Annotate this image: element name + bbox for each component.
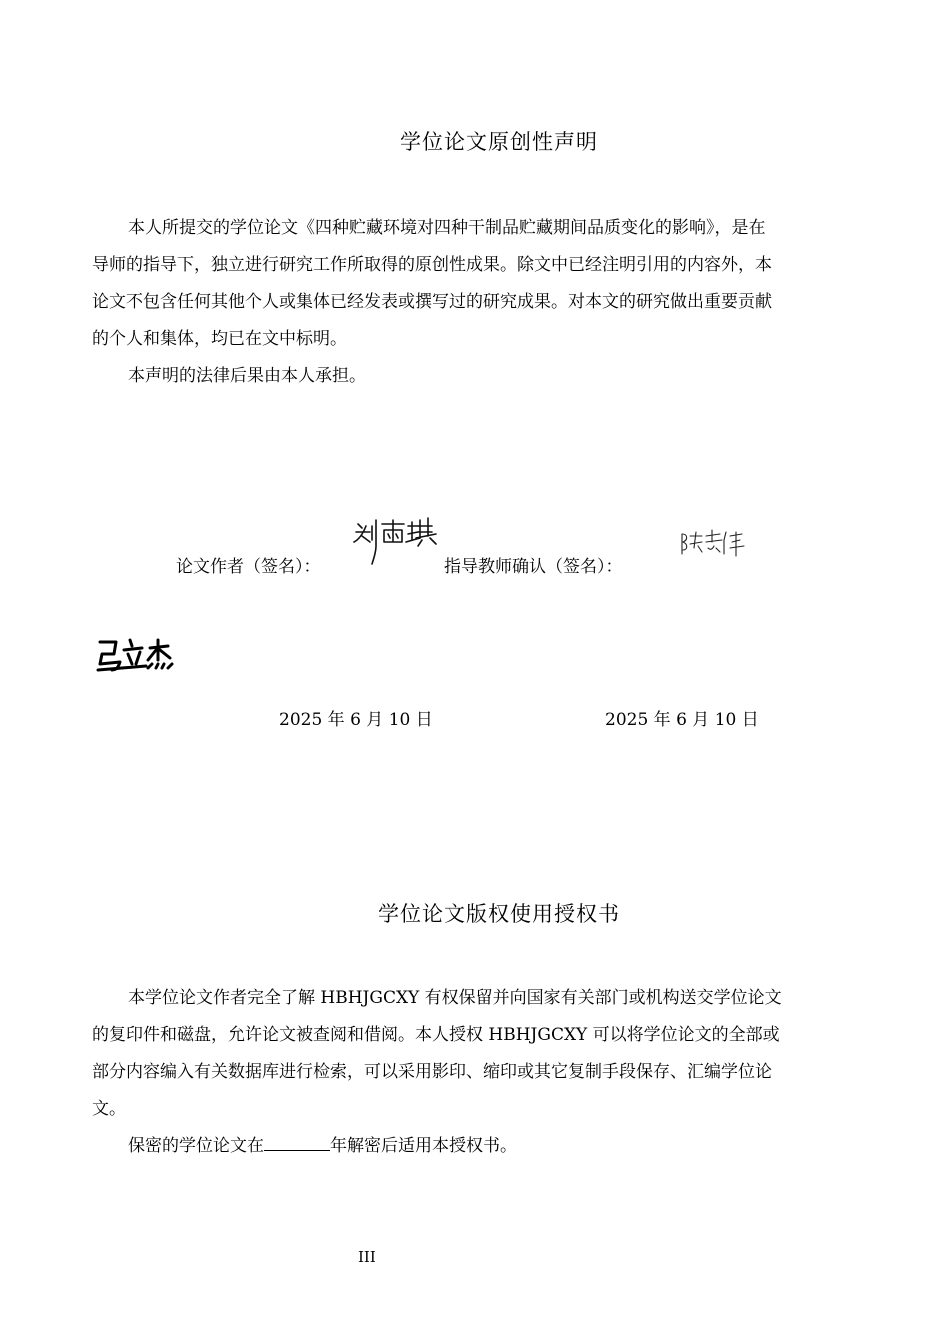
declaration-line: 导师的指导下，独立进行研究工作所取得的原创性成果。除文中已经注明引用的内容外，本: [92, 255, 772, 275]
declaration-line: 的个人和集体，均已在文中标明。: [92, 329, 347, 349]
authorization-title: 学位论文版权使用授权书: [378, 902, 620, 926]
second-signature: [94, 634, 178, 678]
secrecy-suffix: 年解密后适用本授权书。: [330, 1136, 517, 1156]
declaration-line: 本人所提交的学位论文《四种贮藏环境对四种干制品贮藏期间品质变化的影响》，是在: [128, 218, 766, 238]
advisor-date: 2025 年 6 月 10 日: [605, 710, 759, 730]
declaration-statement: 本声明的法律后果由本人承担。: [128, 366, 366, 386]
secrecy-statement: [92, 1128, 858, 1165]
advisor-signature-label: 指导教师确认（签名）：: [444, 557, 623, 577]
advisor-signature: [676, 526, 746, 560]
secrecy-years-blank: [264, 1149, 330, 1151]
author-signature-label: 论文作者（签名）：: [176, 557, 321, 577]
authorization-line: 本学位论文作者完全了解 HBHJGCXY 有权保留并向国家有关部门或机构送交学位论文: [128, 988, 782, 1008]
secrecy-prefix: 保密的学位论文在: [128, 1136, 264, 1156]
author-date: 2025 年 6 月 10 日: [279, 710, 433, 730]
authorization-line: 文。: [92, 1099, 126, 1119]
declaration-title: 学位论文原创性声明: [400, 130, 598, 154]
authorization-paragraph: [92, 980, 858, 1165]
declaration-paragraph: [92, 210, 858, 395]
page-number: III: [358, 1248, 376, 1266]
declaration-line: 论文不包含任何其他个人或集体已经发表或撰写过的研究成果。对本文的研究做出重要贡献: [92, 292, 772, 312]
authorization-line: 部分内容编入有关数据库进行检索，可以采用影印、缩印或其它复制手段保存、汇编学位论: [92, 1062, 772, 1082]
author-signature: [352, 512, 442, 566]
authorization-line: 的复印件和磁盘，允许论文被查阅和借阅。本人授权 HBHJGCXY 可以将学位论文的全部或: [92, 1025, 780, 1045]
